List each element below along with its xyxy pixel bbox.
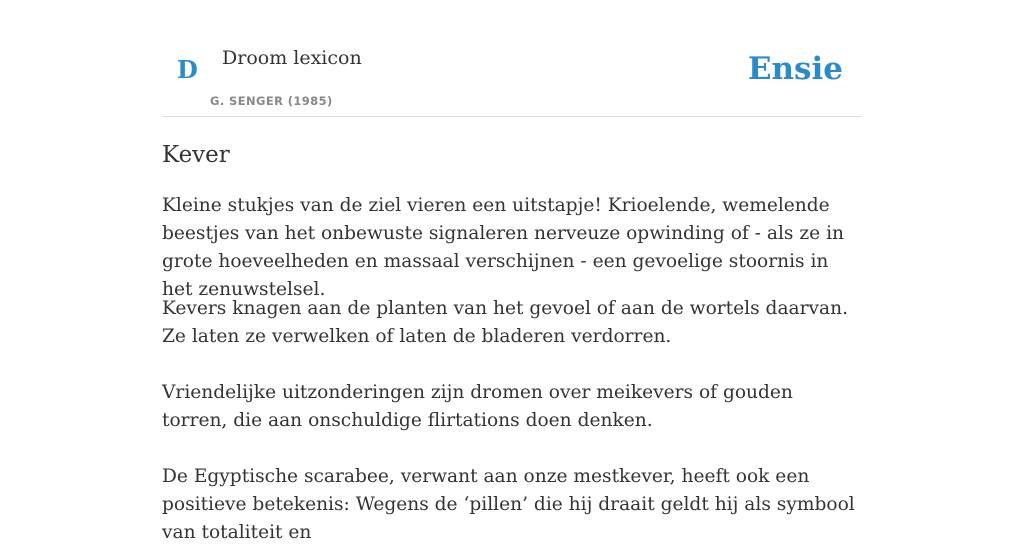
book-letter-logo: D xyxy=(177,55,198,84)
entry-title: Kever xyxy=(162,142,230,168)
page-header xyxy=(162,0,862,117)
book-author: G. SENGER (1985) xyxy=(210,94,333,108)
book-title[interactable]: Droom lexicon xyxy=(222,47,362,69)
page xyxy=(162,0,862,543)
entry-paragraph: De Egyptische scarabee, verwant aan onze mestkever, heeft ook een positieve betekenis: Wegens de ‘pillen’ die hij draait geldt hij als symbool van totaliteit en xyxy=(162,466,855,543)
entry-paragraph: Kevers knagen aan de planten van het gevoel of aan de wortels daarvan. Ze laten ze verwelken of laten de bladeren verdorren. xyxy=(162,298,848,347)
ensie-logo-link[interactable]: Ensie xyxy=(747,51,843,87)
entry-paragraph: Vriendelijke uitzonderingen zijn dromen over meikevers of gouden torren, die aan onschuldige flirtations doen denken. xyxy=(162,382,793,431)
entry-paragraph: Kleine stukjes van de ziel vieren een uitstapje! Krioelende, wemelende beestjes van het onbewuste signaleren nerveuze opwinding of - als ze in grote hoeveelheden en massaal verschijnen - een gevoelige stoornis in het zenuwstelsel. xyxy=(162,195,844,300)
